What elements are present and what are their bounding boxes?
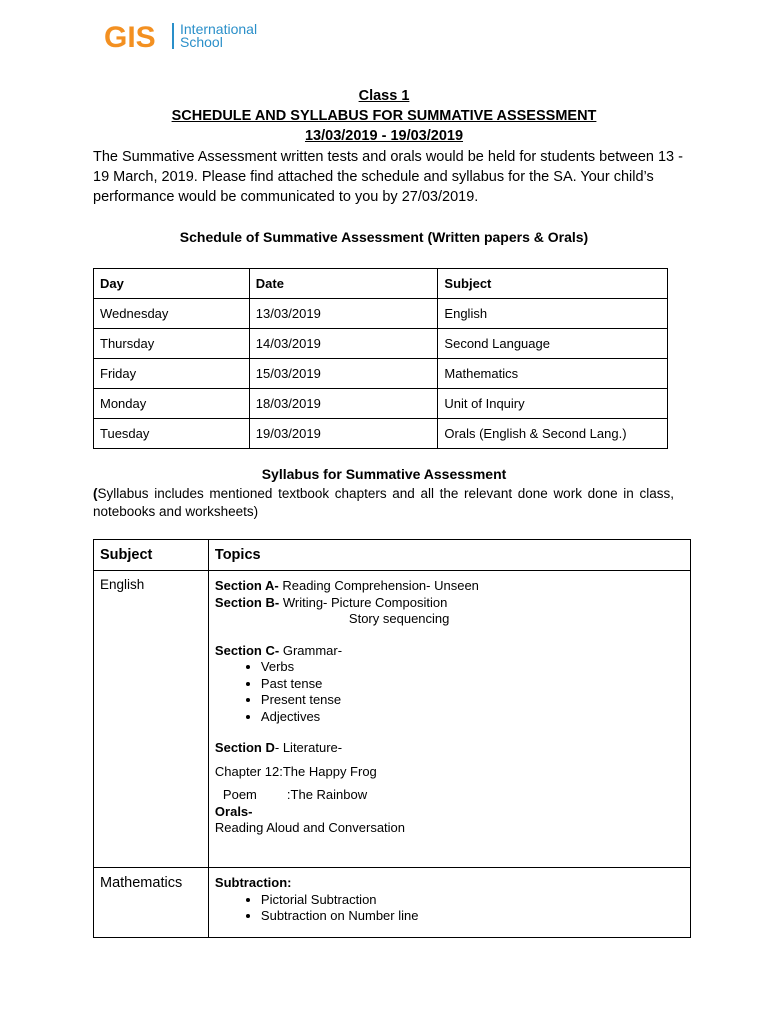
topics-english [208,571,690,868]
day-cell: Thursday [94,329,250,359]
logo-line-1: International [180,21,258,37]
subject-cell: Mathematics [438,359,668,389]
svg-text:GIS: GIS [104,21,156,52]
col-subject: Subject [438,269,668,299]
topics-mathematics [208,868,690,938]
subject-cell: Orals (English & Second Lang.) [438,419,668,449]
day-cell: Wednesday [94,299,250,329]
subject-cell: Unit of Inquiry [438,389,668,419]
school-logo [104,20,257,52]
subject-english: English [94,571,209,868]
table-row [94,329,668,359]
logo-text [180,23,257,49]
orals-text: Reading Aloud and Conversation [214,820,406,835]
date-cell: 13/03/2019 [249,299,438,329]
day-cell: Friday [94,359,250,389]
list-item: • Subtraction on Number line [261,908,684,925]
list-item: • Verbs [261,659,684,676]
date-cell: 14/03/2019 [249,329,438,359]
schedule-table [93,268,668,449]
section-a: Section A- Reading Comprehension- Unseen [214,578,479,593]
subject-mathematics: Mathematics [94,868,209,938]
section-d: Section D- Literature- [214,740,343,755]
date-cell: 19/03/2019 [249,419,438,449]
col-date: Date [249,269,438,299]
col-day: Day [94,269,250,299]
col-subject: Subject [94,540,209,571]
section-b: Section B- Writing- Picture Composition [214,594,448,610]
section-b-continued: Story sequencing [348,611,450,626]
table-row [94,359,668,389]
syllabus-table [93,539,691,938]
gis-logo-icon [104,20,168,52]
schedule-title: Schedule of Summative Assessment (Written papers & Orals) [179,229,589,245]
logo-line-2: School [180,34,223,50]
syllabus-header-row [94,540,691,571]
day-cell: Monday [94,389,250,419]
table-row [94,419,668,449]
note-paren: ( [93,486,98,501]
date-cell: 15/03/2019 [249,359,438,389]
table-row [94,299,668,329]
list-item: • Pictorial Subtraction [261,892,684,909]
col-topics: Topics [208,540,690,571]
list-item: • Past tense [261,676,684,693]
note-text: Syllabus includes mentioned textbook chapters and all the relevant done work done in class, notebooks and worksheets) [93,486,674,519]
orals-label: Orals- [214,803,253,819]
chapter-line: Chapter 12:The Happy Frog [214,763,377,779]
subtraction-list [215,892,684,925]
table-row [94,868,691,938]
grammar-list [215,659,684,725]
day-cell: Tuesday [94,419,250,449]
subject-cell: English [438,299,668,329]
subject-cell: Second Language [438,329,668,359]
section-c: Section C- Grammar- [214,642,343,658]
table-row [94,571,691,868]
date-cell: 18/03/2019 [249,389,438,419]
class-heading: Class 1 [358,88,410,104]
syllabus-note [93,485,674,521]
subtraction-label: Subtraction: [214,875,292,890]
schedule-header-row [94,269,668,299]
intro-paragraph: The Summative Assessment written tests and orals would be held for students between 13 - 19 March, 2019. Please find attached the schedule and syllabus for the SA. Your child’s performance would be communicated to you by 27/03/2019. [93,149,683,205]
list-item: • Adjectives [261,709,684,726]
syllabus-title: Syllabus for Summative Assessment [261,466,507,482]
document-title: SCHEDULE AND SYLLABUS FOR SUMMATIVE ASSESSMENT [171,108,597,124]
table-row [94,389,668,419]
logo-divider [172,23,174,49]
poem-line: Poem :The Rainbow [222,787,368,802]
assessment-dates: 13/03/2019 - 19/03/2019 [304,128,464,144]
list-item: • Present tense [261,692,684,709]
